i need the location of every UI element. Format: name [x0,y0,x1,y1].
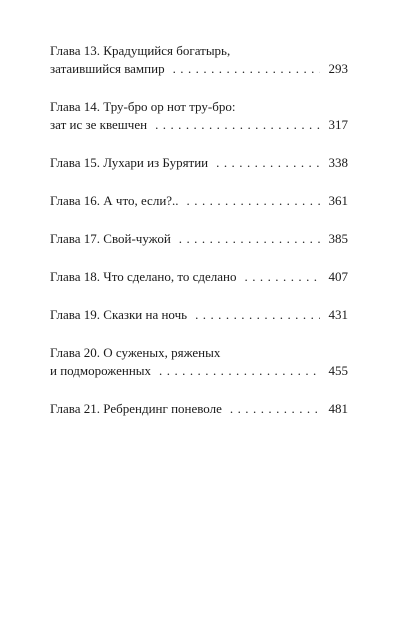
dot-leader [195,306,320,324]
toc-line-with-page [50,116,348,134]
dot-leader [230,400,320,418]
chapter-title-line: Глава 15. Лухари из Бурятии [50,155,209,170]
toc-line [50,42,348,60]
dot-leader [159,362,320,380]
dot-leader [187,192,320,210]
toc-entry-chapter-20 [50,344,348,380]
toc-line [50,98,348,116]
toc-line-with-page [50,362,348,380]
chapter-title-line: Глава 14. Тру-бро ор нот тру-бро: [50,99,236,114]
chapter-title-line: затаившийся вампир [50,61,165,76]
page-number: 361 [328,193,348,208]
chapter-title-line: Глава 17. Свой-чужой [50,231,171,246]
toc-line-with-page [50,154,348,172]
toc-line [50,344,348,362]
page-number: 317 [328,117,348,132]
toc-entry-chapter-17 [50,230,348,248]
chapter-title-line: Глава 13. Крадущийся богатырь, [50,43,231,58]
chapter-title-line: Глава 19. Сказки на ночь [50,307,188,322]
toc-line-with-page [50,230,348,248]
chapter-title-line: Глава 16. А что, если?.. [50,193,179,208]
chapter-title-line: и подмороженных [50,363,152,378]
page-number: 407 [328,269,348,284]
page-number: 293 [328,61,348,76]
toc-entry-chapter-15 [50,154,348,172]
toc-entry-chapter-21 [50,400,348,418]
dot-leader [155,116,320,134]
toc-entry-chapter-16 [50,192,348,210]
toc-entry-chapter-19 [50,306,348,324]
toc-line-with-page [50,400,348,418]
table-of-contents [50,42,348,438]
dot-leader [216,154,320,172]
chapter-title-line: Глава 18. Что сделано, то сделано [50,269,237,284]
toc-line-with-page [50,268,348,286]
dot-leader [179,230,320,248]
page-number: 455 [328,363,348,378]
toc-entry-chapter-14 [50,98,348,134]
dot-leader [245,268,321,286]
page-number: 385 [328,231,348,246]
chapter-title-line: зат ис зе квешчен [50,117,148,132]
dot-leader [173,60,320,78]
chapter-title-line: Глава 20. О суженых, ряженых [50,345,221,360]
page-number: 338 [328,155,348,170]
page-number: 431 [328,307,348,322]
toc-line-with-page [50,306,348,324]
toc-line-with-page [50,192,348,210]
toc-line-with-page [50,60,348,78]
chapter-title-line: Глава 21. Ребрендинг поневоле [50,401,222,416]
toc-entry-chapter-18 [50,268,348,286]
toc-entry-chapter-13 [50,42,348,78]
page-number: 481 [328,401,348,416]
